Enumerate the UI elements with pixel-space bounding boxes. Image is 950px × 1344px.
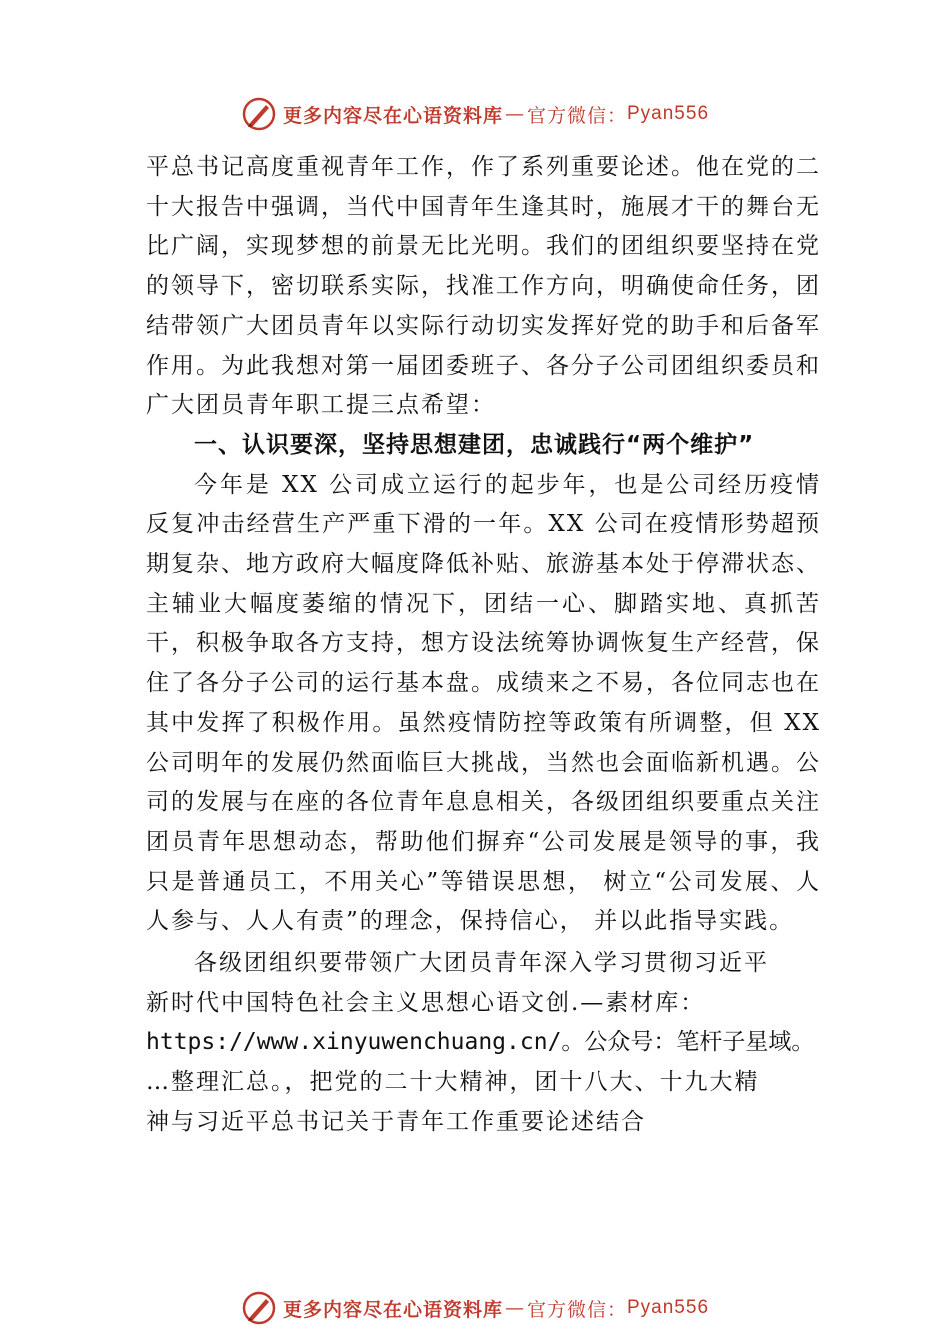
banner-wechat-id: Pyan556 [627,103,710,124]
footer-banner [0,1288,950,1328]
banner-label: 官方微信： [526,104,627,127]
banner-title: 更多内容尽在心语资料库 [282,104,503,127]
paragraph-1: 平总书记高度重视青年工作，作了系列重要论述。他在党的二十大报告中强调，当代中国青年生逢其时，施展才干的舞台无比广阔，实现梦想的前景无比光明。我们的团组织要坚持在党的领导下，密切联系实际，找准工作方向，明确使命任务，团结带领广大团员青年以实际行动切实发挥好党的助手和后备军作用。为此我想对第一届团委班子、各分子公司团组织委员和广大团员青年职工提三点希望： [146,154,821,419]
paragraph-3 [146,944,821,1143]
banner-separator: — [504,103,525,125]
banner-label: 官方微信： [526,1298,627,1321]
banner-separator: — [504,1297,525,1319]
banner-title: 更多内容尽在心语资料库 [282,1298,503,1321]
paragraph-3-line-2: 新时代中国特色社会主义思想心语文创.—素材库： [146,989,706,1016]
paragraph-3-line-5: 神与习近平总书记关于青年工作重要论述结合 [146,1108,646,1135]
banner-wechat-id: Pyan556 [627,1297,710,1318]
paragraph-3-url-line: https://www.xinyuwenchuang.cn/。公众号：笔杆子星域。 [146,1029,815,1056]
pen-logo-icon [241,1290,277,1326]
pen-logo-icon [241,96,277,132]
paragraph-3-line-1: 各级团组织要带领广大团员青年深入学习贯彻习近平 [194,950,769,977]
paragraph-2: 今年是 XX 公司成立运行的起步年，也是公司经历疫情反复冲击经营生产严重下滑的一年。XX 公司在疫情形势超预期复杂、地方政府大幅度降低补贴、旅游基本处于停滞状态、主辅业大幅度萎缩的情况下，团结一心、脚踏实地、真抓苦干，积极争取各方支持，想方设法统筹协调恢复生产经营，保住了各分子公司的运行基本盘。成绩来之不易，各位同志也在其中发挥了积极作用。虽然疫情防控等政策有所调整，但 XX 公司明年的发展仍然面临巨大挑战，当然也会面临新机遇。公司的发展与在座的各位青年息息相关，各级团组织要重点关注团员青年思想动态，帮助他们摒弃“公司发展是领导的事，我只是普通员工，不用关心”等错误思想， 树立“公司发展、人人参与、人人有责”的理念，保持信心， 并以此指导实践。 [146,471,821,935]
paragraph-3-line-4: …整理汇总。，把党的二十大精神，团十八大、十九大精 [146,1069,760,1096]
section-heading-1: 一、认识要深，坚持思想建团，忠诚践行“两个维护” [194,431,755,458]
document-body [146,148,821,1143]
header-banner [0,94,950,134]
